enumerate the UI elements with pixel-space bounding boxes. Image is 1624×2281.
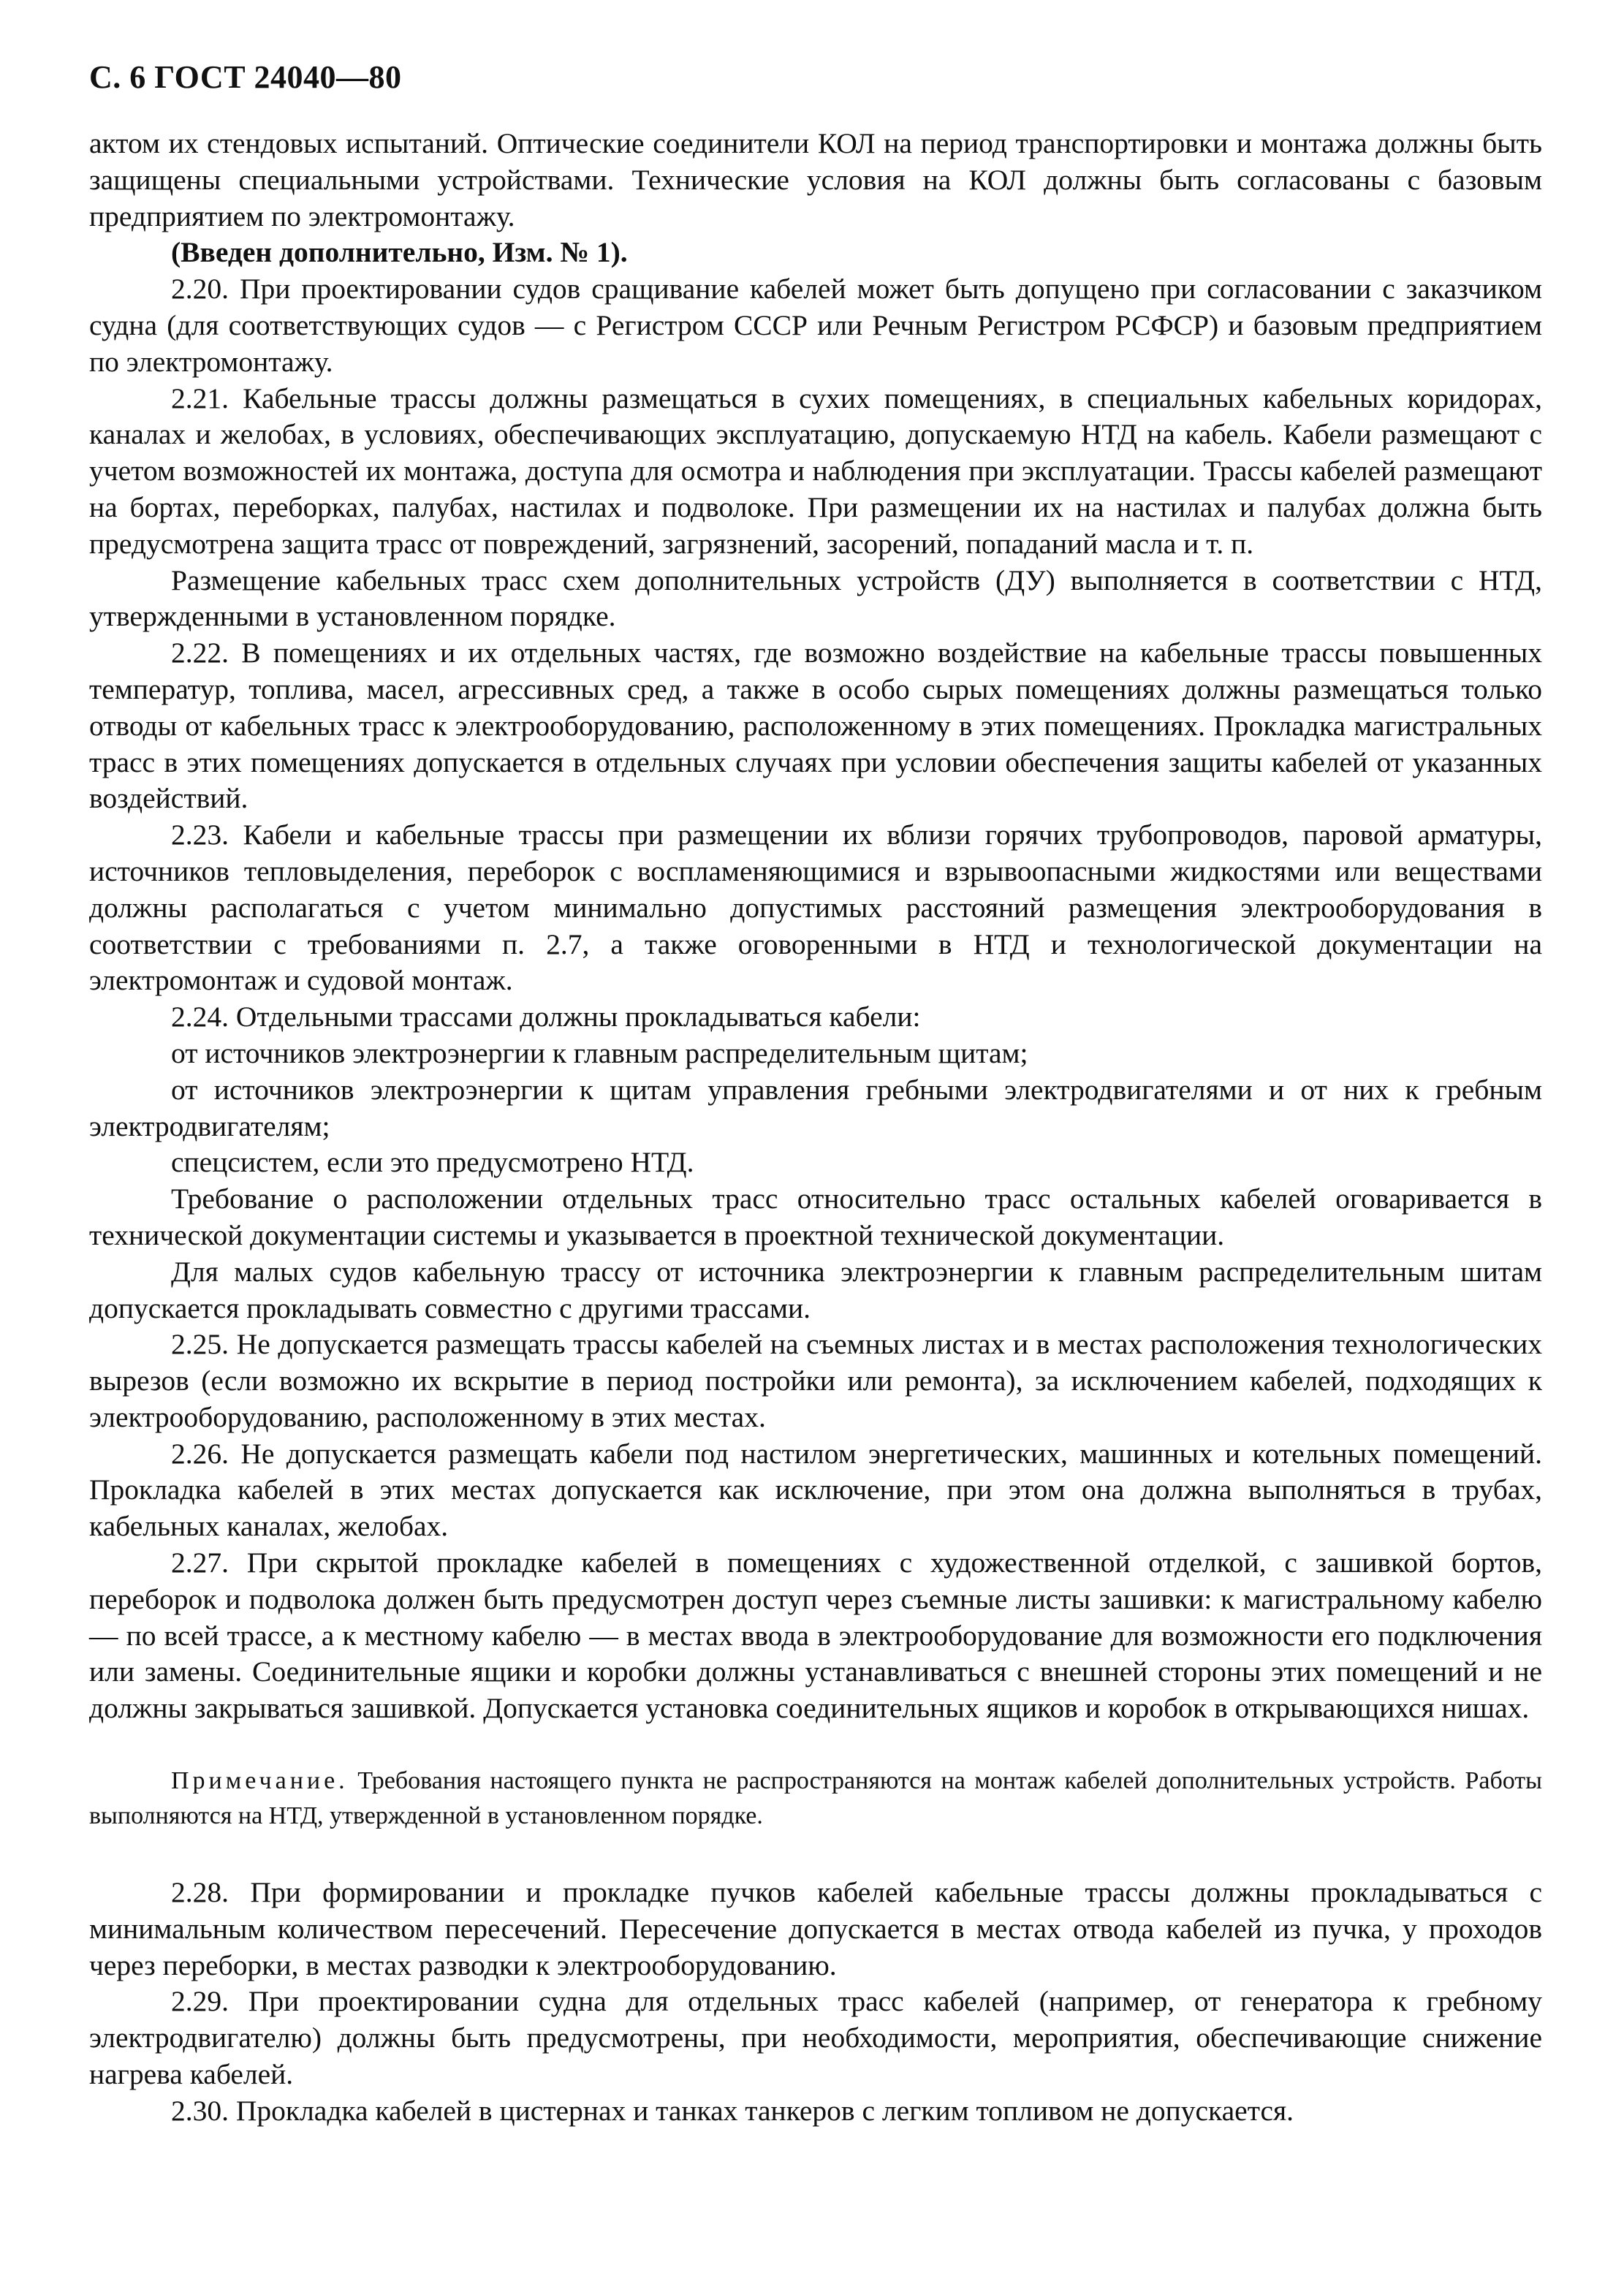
- clause-2-30: 2.30. Прокладка кабелей в цистернах и танках танкеров с легким топливом не допускается.: [171, 2094, 1294, 2127]
- clause-2-22: 2.22. В помещениях и их отдельных частях, где возможно воздействие на кабельные трассы повышенных температур, топлива, масел, агрессивных сред, а также в особо сырых помещениях должны размещаться только отводы от кабельных трасс к электрооборудованию, расположенному в этих помещениях. Прокладка магистральных трасс в этих помещениях допускается в отдельных случаях при условии обеспечения защиты кабелей от указанных воздействий.: [89, 637, 1542, 815]
- paragraph-continuation: актом их стендовых испытаний. Оптические соединители КОЛ на период транспортировки и монтажа должны быть защищены специальными устройствами. Технические условия на КОЛ должны быть согласованы с базовым предприятием по электромонтажу.: [89, 127, 1542, 232]
- amendment-note: (Введен дополнительно, Изм. № 1).: [171, 236, 628, 269]
- clause-2-27: 2.27. При скрытой прокладке кабелей в помещениях с художественной отделкой, с зашивкой бортов, переборок и подволока должен быть предусмотрен доступ через съемные листы зашивки: к магистральному кабелю — по всей трассе, а к местному кабелю — в местах ввода в электрооборудование для возможности его подключения или замены. Соединительные ящики и коробки должны устанавливаться с внешней стороны этих помещений и не должны закрываться зашивкой. Допускается установка соединительных ящиков и коробок в открывающихся нишах.: [89, 1546, 1542, 1725]
- note-text: Требования настоящего пункта не распространяются на монтаж кабелей дополнительных устройств. Работы выполняются на НТД, утвержденной в установленном порядке.: [89, 1767, 1543, 1830]
- clause-2-24-item-1: от источников электроэнергии к главным распределительным щитам;: [171, 1036, 1028, 1069]
- note: [89, 1764, 1542, 1834]
- clause-2-24-item-2: от источников электроэнергии к щитам управления гребными электродвигателями и от них к гребным электродвигателям;: [89, 1073, 1542, 1142]
- clause-2-23: 2.23. Кабели и кабельные трассы при размещении их вблизи горячих трубопроводов, паровой арматуры, источников тепловыделения, переборок с воспламеняющимися и взрывоопасными жидкостями или веществами должны располагаться с учетом минимально допустимых расстояний размещения электрооборудования в соответствии с требованиями п. 2.7, а также оговоренными в НТД и технологической документации на электромонтаж и судовой монтаж.: [89, 819, 1542, 997]
- clause-2-21: 2.21. Кабельные трассы должны размещаться в сухих помещениях, в специальных кабельных коридорах, каналах и желобах, в условиях, обеспечивающих эксплуатацию, допускаемую НТД на кабель. Кабели размещают с учетом возможностей их монтажа, доступа для осмотра и наблюдения при эксплуатации. Трассы кабелей размещают на бортах, переборках, палубах, настилах и подволоке. При размещении их на настилах и палубах должна быть предусмотрена защита трасс от повреждений, загрязнений, засорений, попаданий масла и т. п.: [89, 382, 1542, 560]
- clause-2-29: 2.29. При проектировании судна для отдельных трасс кабелей (например, от генератора к гребному электродвигателю) должны быть предусмотрены, при необходимости, мероприятия, обеспечивающие снижение нагрева кабелей.: [89, 1985, 1542, 2091]
- clause-2-25: 2.25. Не допускается размещать трассы кабелей на съемных листах и в местах расположения технологических вырезов (если возможно их вскрытие в период постройки или ремонта), за исключением кабелей, подходящих к электрооборудованию, расположенному в этих местах.: [89, 1328, 1542, 1433]
- clause-2-28: 2.28. При формировании и прокладке пучков кабелей кабельные трассы должны прокладываться с минимальным количеством пересечений. Пересечение допускается в местах отвода кабелей из пучка, у проходов через переборки, в местах разводки к электрооборудованию.: [89, 1876, 1542, 1981]
- clause-2-24-small-vessels: Для малых судов кабельную трассу от источника электроэнергии к главным распределительным шитам допускается прокладывать совместно с другими трассами.: [89, 1255, 1542, 1324]
- clause-2-24-item-3: спецсистем, если это предусмотрено НТД.: [171, 1146, 694, 1179]
- clause-2-26: 2.26. Не допускается размещать кабели под настилом энергетических, машинных и котельных помещений. Прокладка кабелей в этих местах допускается как исключение, при этом она должна выполняться в трубах, кабельных каналах, желобах.: [89, 1437, 1542, 1543]
- document-body: [89, 126, 1542, 2130]
- note-label: Примечание.: [171, 1767, 349, 1795]
- clause-2-20: 2.20. При проектировании судов сращивание кабелей может быть допущено при согласовании с заказчиком судна (для соответствующих судов — с Регистром СССР или Речным Регистром РСФСР) и базовым предприятием по электромонтажу.: [89, 273, 1542, 378]
- clause-2-21-du: Размещение кабельных трасс схем дополнительных устройств (ДУ) выполняется в соответствии с НТД, утвержденными в установленном порядке.: [89, 563, 1542, 633]
- page-header: С. 6 ГОСТ 24040—80: [89, 59, 402, 95]
- clause-2-24: 2.24. Отдельными трассами должны прокладываться кабели:: [171, 1001, 921, 1033]
- clause-2-24-requirement: Требование о расположении отдельных трасс относительно трасс остальных кабелей оговаривается в технической документации системы и указывается в проектной технической документации.: [89, 1183, 1542, 1251]
